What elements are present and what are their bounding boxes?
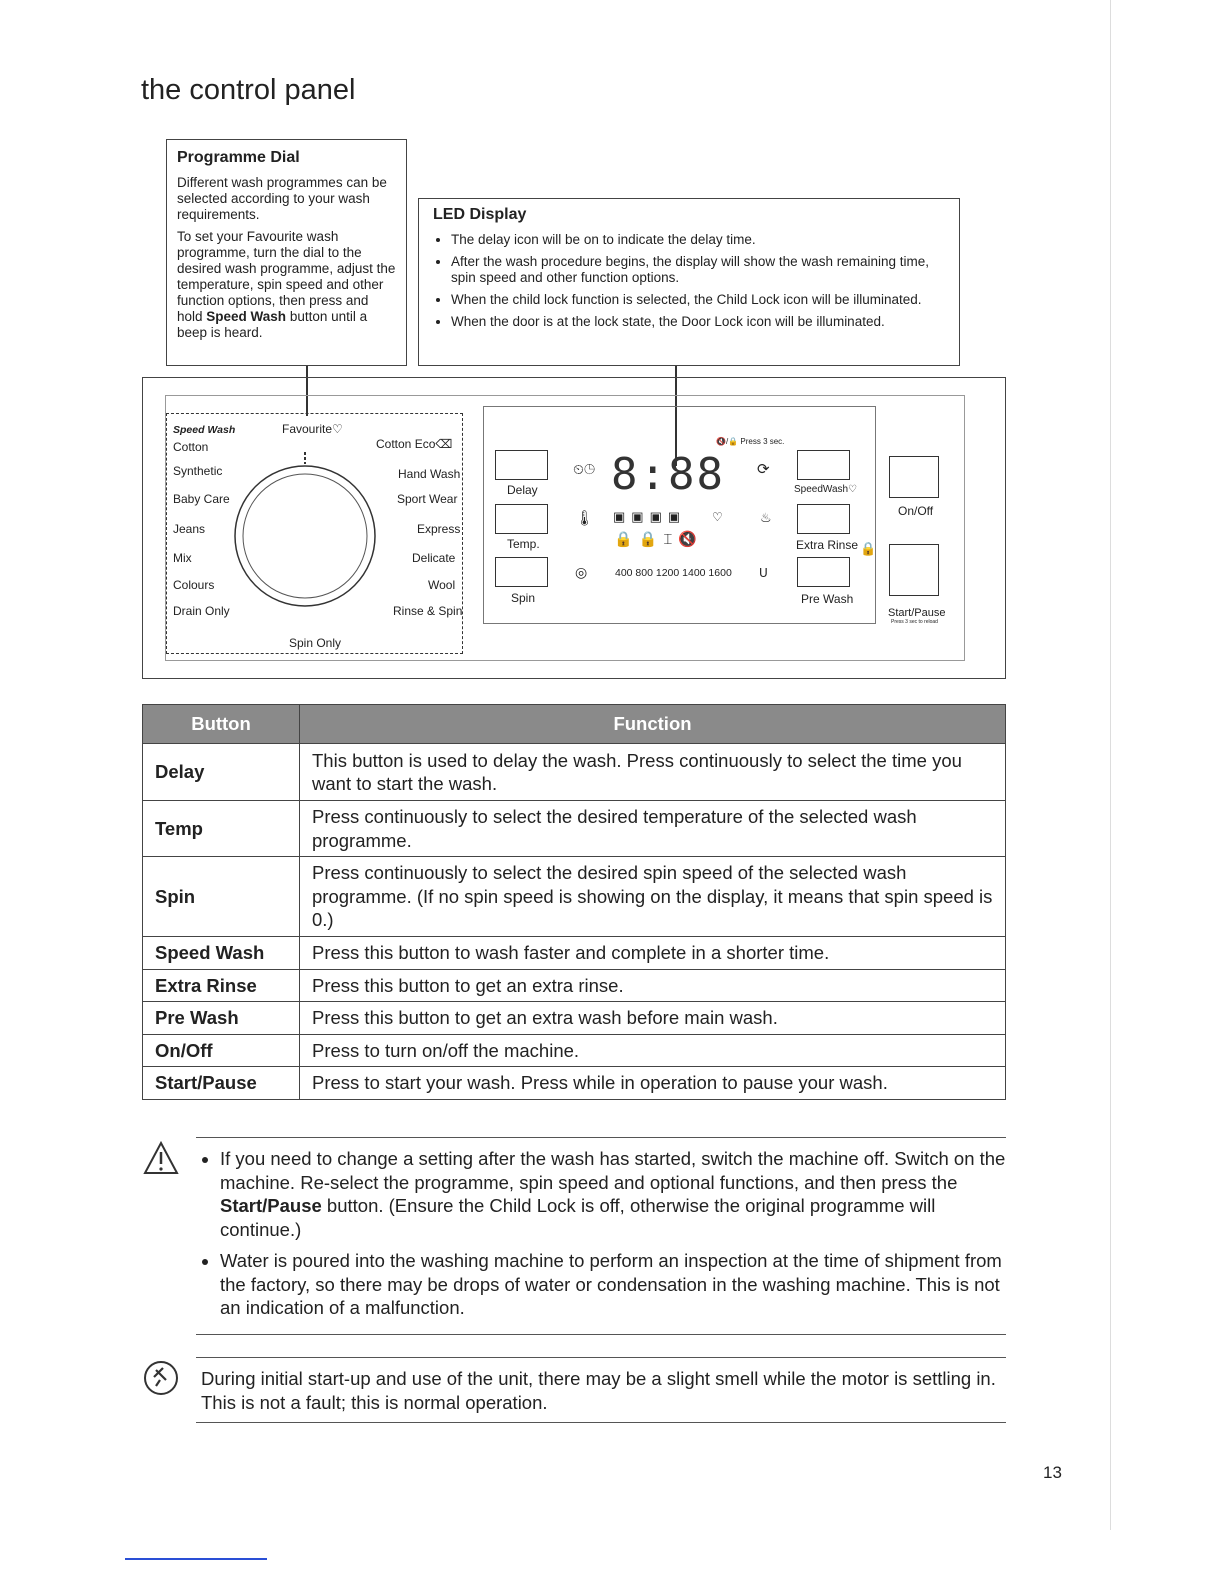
start-pause-button[interactable]	[889, 544, 939, 596]
on-off-button[interactable]	[889, 456, 939, 498]
temp-button[interactable]	[495, 504, 548, 534]
note-text: During initial start-up and use of the unit, there may be a slight smell while the motor is settling in. This is not a fault; this is normal operation.	[201, 1368, 996, 1413]
dial-label-baby-care: Baby Care	[173, 492, 230, 506]
function-cell: Press to start your wash. Press while in operation to pause your wash.	[300, 1067, 1006, 1100]
temperature-icon: 🌡	[575, 510, 595, 527]
on-off-button-label: On/Off	[898, 504, 934, 518]
child-lock-icon: 🔒	[860, 541, 877, 556]
table-row	[143, 801, 1006, 857]
spin-speed-values: 400 800 1200 1400 1600	[615, 567, 732, 579]
table-header-row	[143, 705, 1006, 744]
button-function-table	[142, 704, 1006, 1100]
caution-top-rule	[196, 1137, 1006, 1138]
function-cell: This button is used to delay the wash. Press continuously to select the time you want to start the wash.	[300, 744, 1006, 801]
spin-speed-icon: ◎	[575, 564, 588, 580]
warning-icon	[143, 1141, 179, 1175]
lock-icons: 🔒🔒⌶🔇	[614, 531, 704, 548]
programme-dial-area	[166, 413, 463, 654]
led-bullet: • The delay icon will be on to indicate the delay time.	[451, 232, 945, 248]
table-row	[143, 1034, 1006, 1067]
temp-button-label: Temp.	[507, 537, 540, 551]
button-cell: Extra Rinse	[143, 969, 300, 1002]
note-bottom-rule	[196, 1422, 1006, 1423]
pre-wash-button[interactable]	[797, 557, 850, 587]
function-cell: Press this button to get an extra wash before main wash.	[300, 1002, 1006, 1035]
led-display-callout	[418, 198, 960, 366]
programme-dial-text-1: Different wash programmes can be selected according to your wash requirements.	[177, 175, 387, 222]
wash-stage-icons: ▣▣▣▣	[613, 509, 687, 524]
dial-label-jeans: Jeans	[173, 522, 206, 536]
header-button: Button	[143, 705, 300, 744]
delay-clock-icon: ⏲◷	[573, 461, 595, 477]
heart-icon: ♡	[848, 484, 858, 495]
button-cell: Spin	[143, 857, 300, 937]
button-cell: Start/Pause	[143, 1067, 300, 1100]
dial-label-hand-wash: Hand Wash	[398, 467, 461, 481]
led-display-list	[433, 232, 945, 330]
delay-button[interactable]	[495, 450, 548, 480]
led-digits: 8:88	[611, 449, 725, 500]
button-cell: Delay	[143, 744, 300, 801]
table-row	[143, 969, 1006, 1002]
led-bullet: • When the door is at the lock state, the Door Lock icon will be illuminated.	[451, 314, 945, 330]
programme-dial-callout	[166, 139, 407, 366]
eco-icon: ⌫	[435, 437, 453, 451]
function-cell: Press to turn on/off the machine.	[300, 1034, 1006, 1067]
press-3sec-label: 🔇/🔒 Press 3 sec.	[716, 437, 785, 446]
favourite-indicator-icon: ♡	[712, 510, 723, 524]
caution-bottom-rule	[196, 1334, 1006, 1335]
table-row	[143, 937, 1006, 970]
programme-dial-title: Programme Dial	[177, 149, 300, 166]
page-title: the control panel	[141, 74, 356, 106]
dial-label-cotton-eco: Cotton Eco⌫	[376, 437, 453, 451]
dial-label-express: Express	[417, 522, 461, 536]
button-cell: Temp	[143, 801, 300, 857]
function-cell: Press this button to wash faster and complete in a shorter time.	[300, 937, 1006, 970]
heart-icon: ♡	[332, 422, 343, 436]
table-row	[143, 1002, 1006, 1035]
dial-label-mix: Mix	[173, 551, 192, 565]
button-cell: Speed Wash	[143, 937, 300, 970]
extra-rinse-button-label: Extra Rinse	[796, 538, 859, 552]
dial-label-spin-only: Spin Only	[289, 636, 342, 650]
note-top-rule	[196, 1357, 1006, 1358]
spin-button[interactable]	[495, 557, 548, 587]
caution-bullet: • If you need to change a setting after the wash has started, switch the machine off. Switch on the machine. Re-select the programme, spin speed and optional functions, and then press the Start/Pause button. (Ensure the Child Lock is off, otherwise the original programme will continue.)	[220, 1147, 1020, 1241]
led-bullet: • When the child lock function is selected, the Child Lock icon will be illuminated.	[451, 292, 945, 308]
table-row	[143, 1067, 1006, 1100]
note-pin-icon	[143, 1360, 179, 1396]
dial-label-drain-only: Drain Only	[173, 604, 230, 618]
dial-label-colours: Colours	[173, 578, 215, 592]
dial-label-delicate: Delicate	[412, 551, 456, 565]
caution-bullet: • Water is poured into the washing machine to perform an inspection at the time of shipment from the factory, so there may be drops of water or condensation in the washing machine. This is not an indication of a malfunction.	[220, 1249, 1020, 1320]
dial-label-cotton: Cotton	[173, 440, 209, 454]
pre-wash-button-label: Pre Wash	[801, 592, 854, 606]
header-function: Function	[300, 705, 1006, 744]
led-bullet: • After the wash procedure begins, the display will show the wash remaining time, spin speed and other function options.	[451, 254, 945, 286]
start-pause-button-label: Start/Pause	[888, 607, 946, 619]
table-row	[143, 857, 1006, 937]
caution-list	[200, 1147, 1020, 1328]
start-pause-sub-label: Press 3 sec to reload	[891, 619, 938, 625]
spin-button-label: Spin	[511, 591, 536, 605]
delay-button-label: Delay	[507, 483, 538, 497]
page-number: 13	[1043, 1463, 1062, 1482]
function-cell: Press continuously to select the desired spin speed of the selected wash programme. (If no spin speed is showing on the display, it means that spin speed is 0.)	[300, 857, 1006, 937]
dial-label-favourite: Favourite♡	[282, 422, 343, 436]
speed-wash-button-label: SpeedWash♡	[794, 484, 858, 495]
prewash-indicator-icon: ♨	[760, 510, 772, 525]
table-row	[143, 744, 1006, 801]
page-edge-line	[1110, 0, 1111, 1530]
speed-wash-indicator-icon: ⟳	[757, 461, 770, 478]
dial-label-sport-wear: Sport Wear	[397, 492, 458, 506]
button-cell: On/Off	[143, 1034, 300, 1067]
dial-label-wool: Wool	[428, 578, 456, 592]
dial-label-rinse-spin: Rinse & Spin	[393, 604, 463, 618]
programme-dial-text-2: To set your Favourite wash programme, turn the dial to the desired wash programme, adjust the temperature, spin speed and other function options, then press and hold Speed Wash button until a beep is heard.	[177, 229, 396, 340]
sound-lock-icon: 🔇/🔒	[716, 437, 739, 446]
dial-label-speed-wash: Speed Wash	[173, 424, 236, 436]
dial-label-synthetic: Synthetic	[173, 464, 223, 478]
extra-rinse-button[interactable]	[797, 504, 850, 534]
link-underline	[125, 1558, 267, 1560]
speed-wash-button[interactable]	[797, 450, 850, 480]
button-cell: Pre Wash	[143, 1002, 300, 1035]
function-cell: Press continuously to select the desired temperature of the selected wash programme.	[300, 801, 1006, 857]
function-cell: Press this button to get an extra rinse.	[300, 969, 1006, 1002]
no-spin-icon: ᑌ	[759, 566, 768, 580]
led-display-title: LED Display	[433, 206, 527, 223]
